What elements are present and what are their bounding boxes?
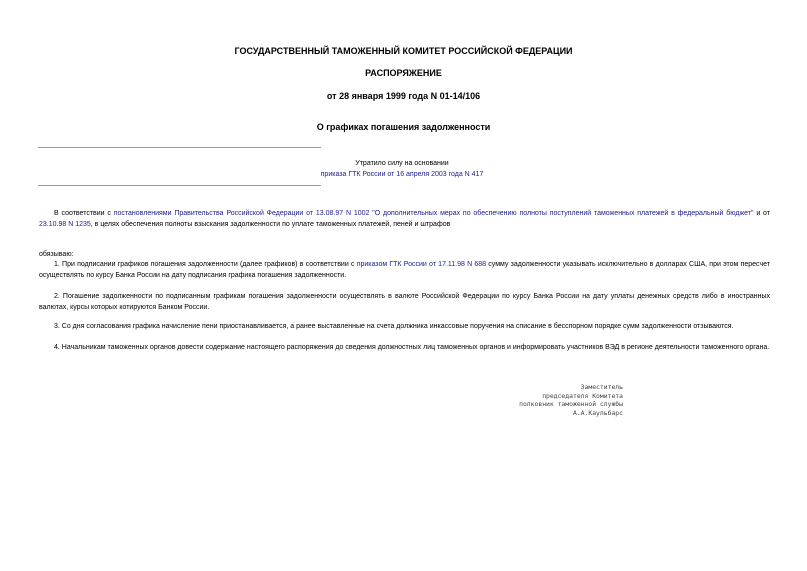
item-3: 3. Со дня согласования графика начисление пени приостанавливается, а ранее выставленные на счета должника инкассовые поручения на списание в бесспорном порядке сумм задолженности отзываются. bbox=[54, 323, 734, 330]
item-1-rest: сумму задолженности указывать исключительно в долларах США, при этом пересчет осуществлять по курсу Банка России на дату подписания графика погашения задолженности. bbox=[39, 261, 770, 279]
item-1 bbox=[39, 259, 770, 281]
preamble-text: В соответствии с bbox=[54, 210, 114, 217]
signature-position: Заместитель bbox=[580, 383, 623, 391]
document-type: РАСПОРЯЖЕНИЕ bbox=[365, 68, 442, 78]
signature-committee: председателя Комитета bbox=[542, 391, 623, 400]
resolution-1235-link[interactable]: 23.10.98 N 1235 bbox=[39, 221, 91, 228]
government-resolution-link[interactable]: постановлениями Правительства Российской Федерации от 13.08.97 N 1002 "О дополнительных мерах по обеспечению полноты поступлений таможенных платежей в федеральный бюджет" bbox=[113, 210, 754, 217]
signature-name: А.А.Каульбарс bbox=[572, 408, 623, 417]
obliges-line: обязываю: bbox=[39, 251, 74, 258]
bottom-divider bbox=[38, 185, 321, 186]
document-title: О графиках погашения задолженности bbox=[316, 122, 491, 132]
preamble-paragraph bbox=[39, 208, 770, 230]
order-688-link[interactable]: приказом ГТК России от 17.11.98 N 688 bbox=[356, 261, 487, 268]
lost-force-link[interactable]: приказа ГТК России от 16 апреля 2003 года N 417 bbox=[320, 171, 484, 178]
item-1-text: 1. При подписании графиков погашения задолженности (далее графиков) в соответствии с bbox=[54, 261, 357, 268]
lost-force-note: Утратило силу на основании bbox=[355, 160, 449, 167]
signature-block bbox=[470, 383, 623, 417]
item-4: 4. Начальникам таможенных органов довести содержание настоящего распоряжения до сведения должностных лиц таможенных органов и информировать участников ВЭД в регионе деятельности таможенного органа. bbox=[54, 344, 770, 351]
signature-rank: полковник таможенной службы bbox=[519, 400, 623, 409]
preamble-purpose: , в целях обеспечения полноты взыскания задолженности по уплате таможенных платежей, пеней и штрафов bbox=[90, 221, 451, 228]
top-divider bbox=[38, 147, 321, 148]
item-2: 2. Погашение задолженности по подписанным графикам погашения задолженности осуществлять в валюте Российской Федерации по курсу Банка России на дату уплаты денежных средств либо в иностранных валютах, курсы которых котируются Банком России. bbox=[39, 293, 770, 311]
document-date-number: от 28 января 1999 года N 01-14/106 bbox=[326, 91, 481, 101]
committee-heading: ГОСУДАРСТВЕННЫЙ ТАМОЖЕННЫЙ КОМИТЕТ РОССИЙСКОЙ ФЕДЕРАЦИИ bbox=[234, 46, 573, 56]
preamble-conjunction: и от bbox=[753, 210, 771, 217]
